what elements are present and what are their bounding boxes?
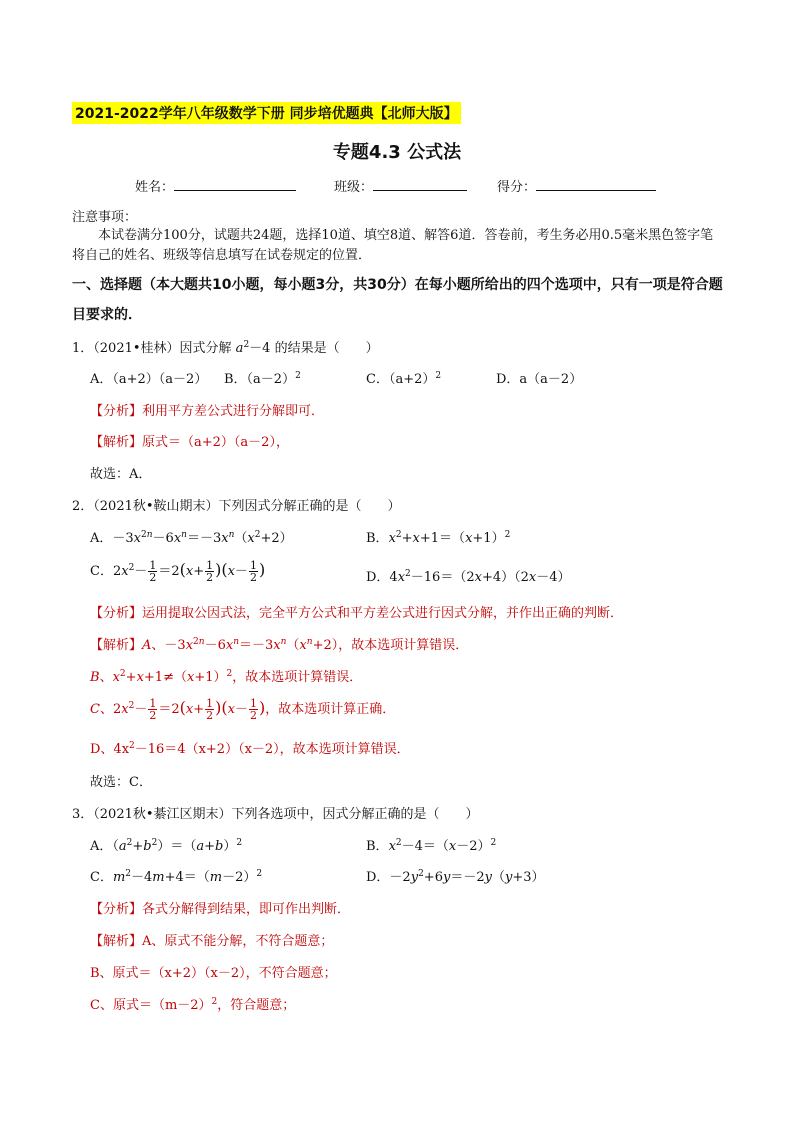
q1-stem: 1．（2021•桂林）因式分解 $a^2-4$ 的结果是（ ） xyxy=(72,340,379,356)
student-info-row xyxy=(135,176,656,195)
q3-solution-c: C、原式$=(m-2)^2$，符合题意； xyxy=(90,997,296,1013)
class-label: 班级： xyxy=(334,180,374,195)
q1-option-c: C．$(a+2)^2$ xyxy=(366,371,442,387)
q1-option-d: D．a（a－2） xyxy=(496,372,583,387)
score-label: 得分： xyxy=(497,180,537,195)
q1-answer: 故选：A． xyxy=(90,467,152,482)
q1-solution: 【解析】原式＝（a+2）（a－2）， xyxy=(90,435,289,450)
q3-option-d: D．$-2y^2+6y=-2y(y+3)$ xyxy=(366,869,545,885)
q3-solution-b: B、原式＝（x+2）（x－2），不符合题意； xyxy=(90,966,337,981)
q3-option-a: A．$(a^2+b^2)=(a+b)^2$ xyxy=(90,838,243,854)
q2-answer: 故选：C． xyxy=(90,775,152,790)
q3-solution-a: 【解析】A、原式不能分解，不符合题意； xyxy=(90,934,334,949)
class-field xyxy=(334,176,497,195)
q2-option-c: C．$2x^2-$ $\frac{1}{2}$ ＝2(x+ $\frac{1}{2}$ )(x－ $\frac{1}{2}$ ) xyxy=(90,559,266,584)
page-title: 专题4.3 公式法 xyxy=(332,142,462,163)
q2-analysis: 【分析】运用提取公因式法，完全平方公式和平方差公式进行因式分解，并作出正确的判断． xyxy=(90,606,624,621)
q1-option-b: B．$(a-2)^2$ xyxy=(224,371,301,387)
q1-option-a: A．（a+2）（a－2） xyxy=(90,372,208,387)
q2-option-a: A．$-3x^{2n}-6x^n=-3x^n(x^2+2)$ xyxy=(90,530,293,546)
score-field xyxy=(497,176,656,195)
q1-expression: $a^2-4$ xyxy=(235,340,275,356)
q2-solution-b: B、$x^2+x+1\ne(x+1)^2$，故本选项计算错误． xyxy=(90,669,363,685)
q1-analysis: 【分析】利用平方差公式进行分解即可． xyxy=(90,404,325,419)
q3-option-b: B．$x^2-4=(x-2)^2$ xyxy=(366,838,497,854)
q2-option-b: B．$x^2+x+1=(x+1)^2$ xyxy=(366,530,511,546)
q2-stem: 2．（2021秋•鞍山期末）下列因式分解正确的是（ ） xyxy=(72,499,401,514)
class-blank xyxy=(373,178,467,191)
q2-option-d: D．$4x^2-16=(2x+4)(2x-4)$ xyxy=(366,569,571,585)
q3-stem: 3．（2021秋•綦江区期末）下列各选项中，因式分解正确的是（ ） xyxy=(72,807,479,822)
name-field xyxy=(135,176,334,195)
score-blank xyxy=(536,178,656,191)
section-heading: 一、选择题（本大题共10小题，每小题3分，共30分）在每小题所给出的四个选项中，只有一项是符合题目要求的． xyxy=(72,277,723,323)
series-banner: 2021-2022学年八年级数学下册 同步培优题典【北师大版】 xyxy=(72,102,461,124)
name-label: 姓名： xyxy=(135,180,175,195)
q3-option-c: C．$m^2-4m+4=(m-2)^2$ xyxy=(90,869,263,885)
notice-heading: 注意事项： xyxy=(72,210,138,225)
q2-solution-a: 【解析】A、$-3x^{2n}-6x^n=-3x^n(x^n+2)$，故本选项计算错误． xyxy=(90,637,469,653)
q2-solution-d: D、$4x^2-16=4(x+2)(x-2)$，故本选项计算错误． xyxy=(90,741,410,757)
q2-solution-c: C、$2x^2-$ $\frac{1}{2}$ ＝2(x+ $\frac{1}{2}$ )(x－ $\frac{1}{2}$ )，故本选项计算正确． xyxy=(90,697,396,722)
notice-body: 本试卷满分100分，试题共24题，选择10道、填空8道、解答6道．答卷前，考生务必用0.5毫米黑色签字笔将自己的姓名、班级等信息填写在试卷规定的位置． xyxy=(72,228,714,263)
name-blank xyxy=(174,178,296,191)
q3-analysis: 【分析】各式分解得到结果，即可作出判断． xyxy=(90,902,351,917)
